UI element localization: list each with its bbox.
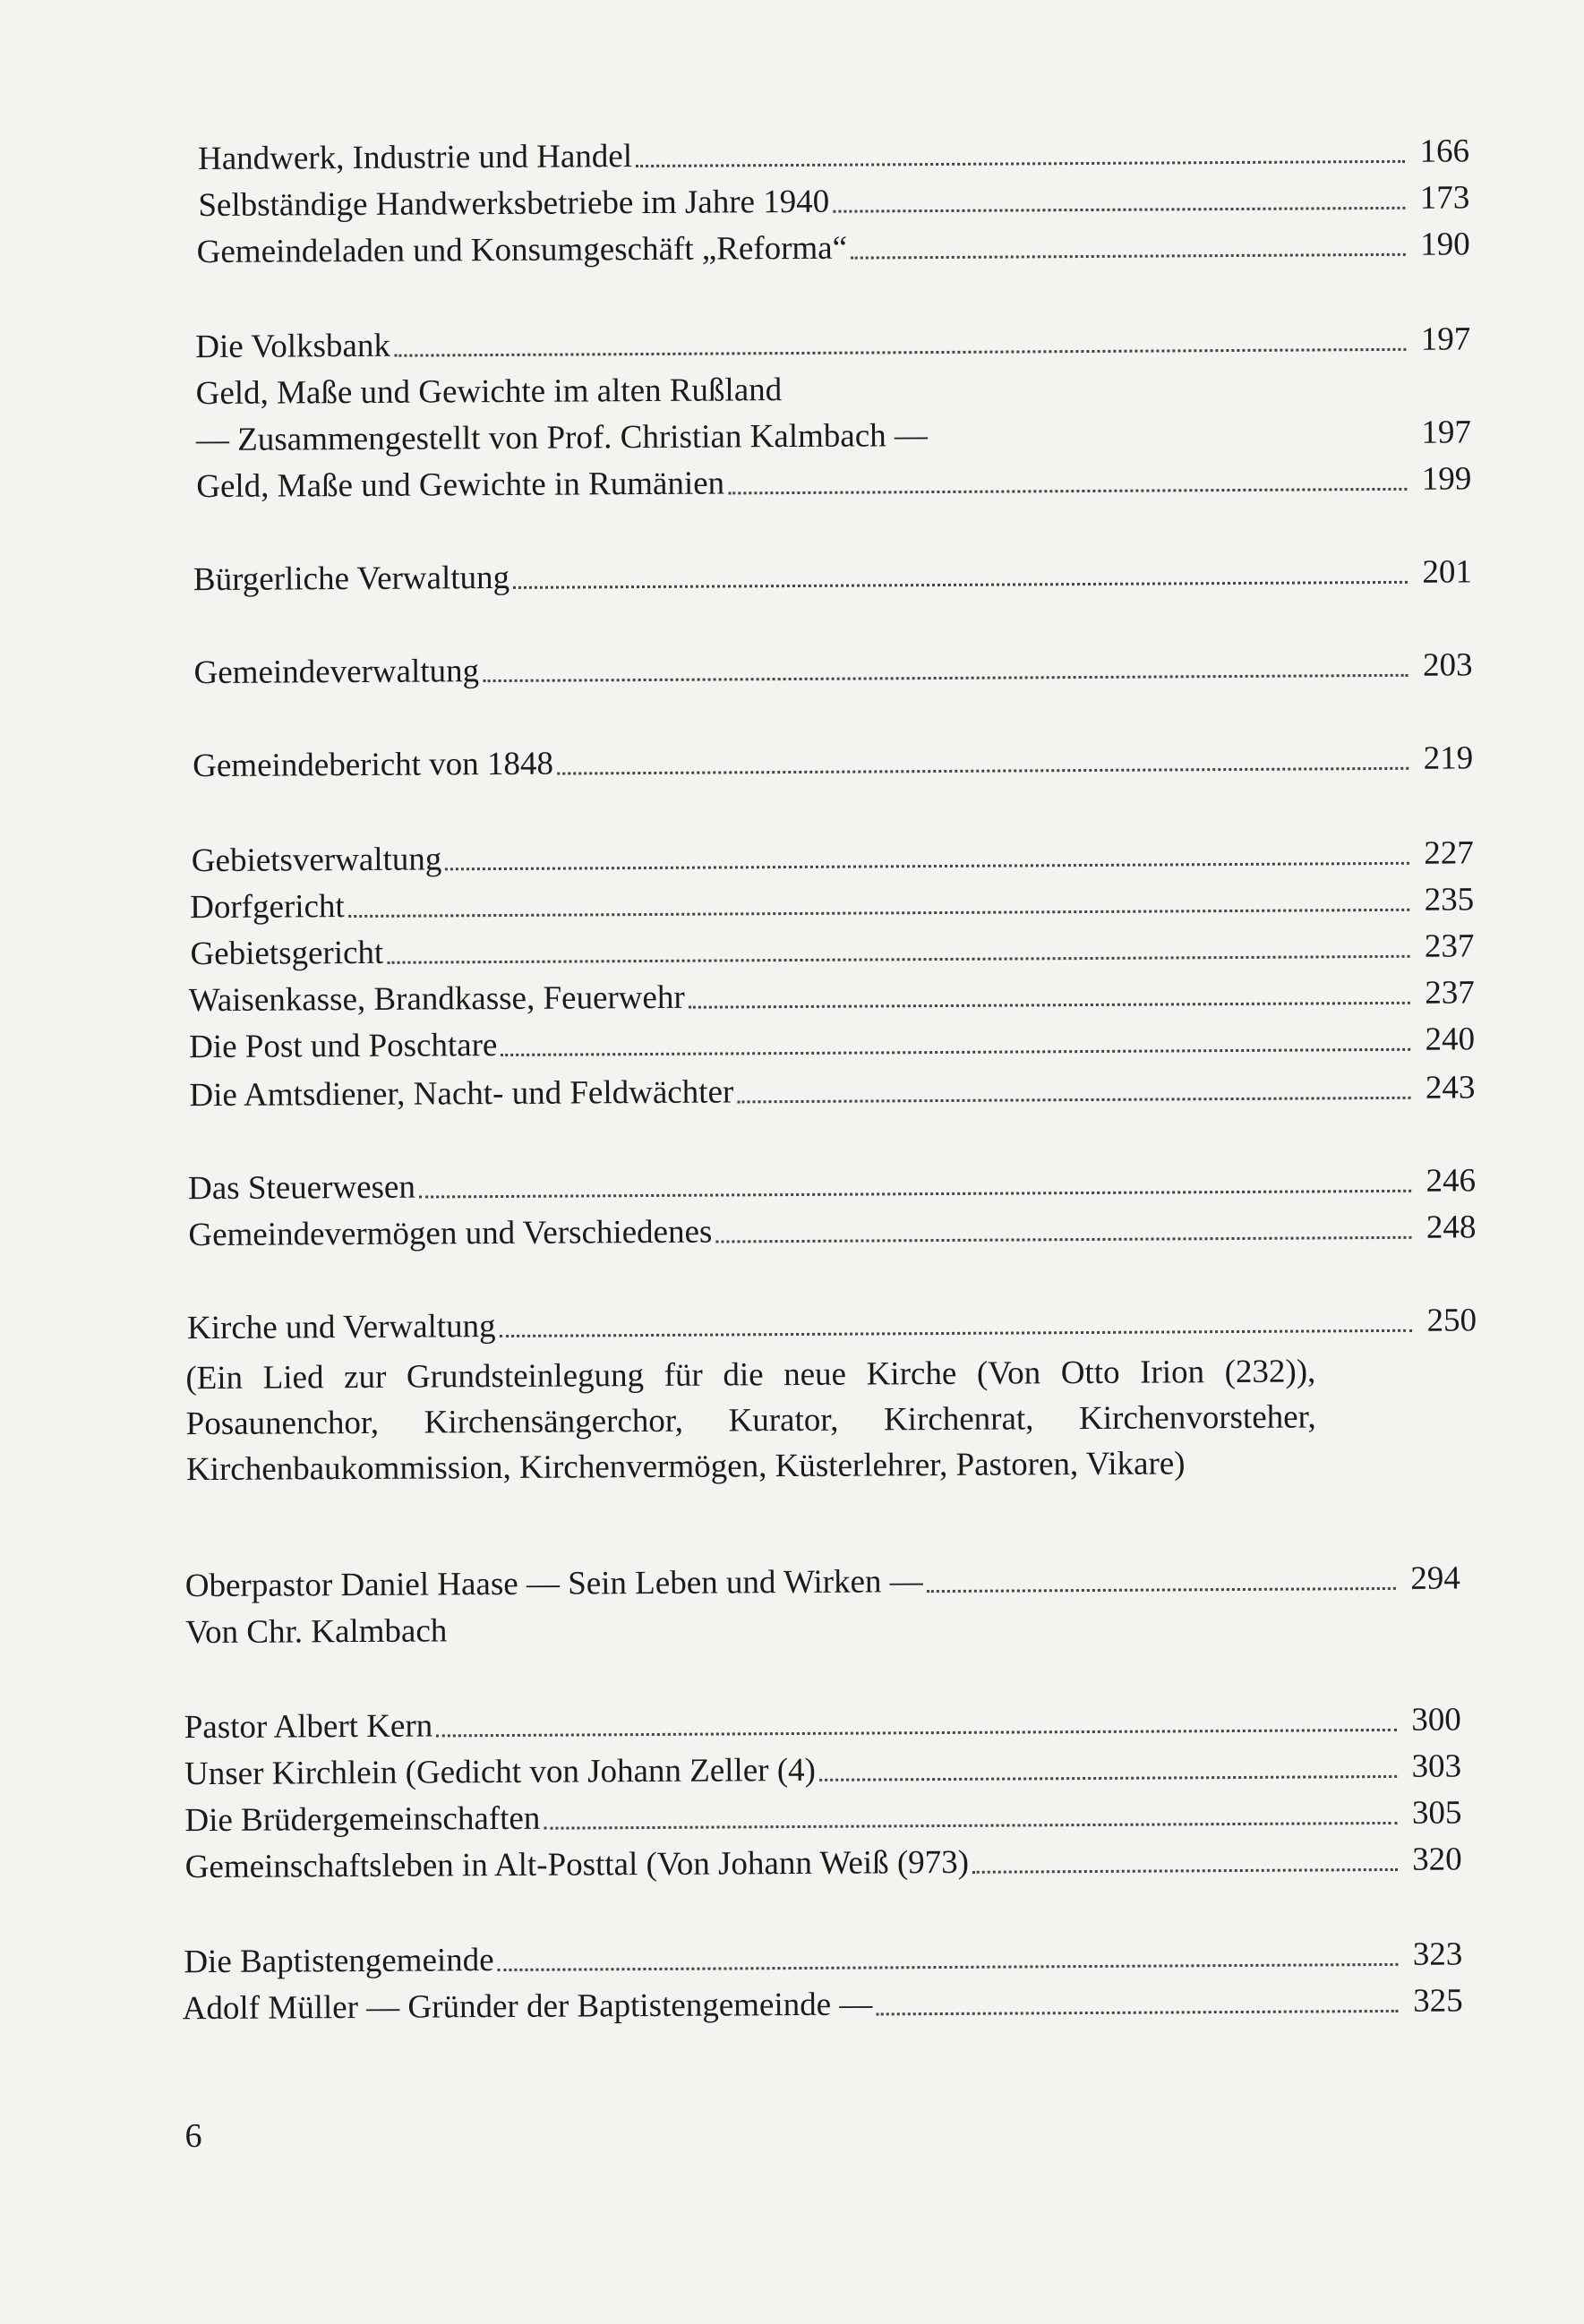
toc-entry-page: 219 (1423, 739, 1474, 777)
toc-entry-page: 227 (1424, 834, 1474, 872)
toc-entry-page: 190 (1420, 226, 1470, 263)
toc-leader-dots (689, 1002, 1410, 1009)
toc-entry (193, 546, 1472, 601)
toc-entry-title: Bürgerliche Verwaltung (193, 559, 510, 599)
toc-leader-dots (498, 1963, 1399, 1971)
toc-leader-dots (513, 581, 1408, 589)
toc-entry-page: 166 (1419, 132, 1470, 170)
toc-entry-page: 305 (1411, 1794, 1462, 1832)
toc-leader-dots (851, 253, 1406, 260)
toc-leader-dots (737, 1097, 1410, 1104)
toc-entry (193, 732, 1473, 787)
toc-leader-dots (557, 767, 1408, 775)
toc-entry-title: Geld, Maße und Gewichte im alten Rußland (195, 372, 783, 413)
toc-entry-title: Unser Kirchlein (Gedicht von Johann Zeller (4) (184, 1751, 817, 1793)
toc-entry-title: Kirche und Verwaltung (186, 1308, 496, 1347)
toc-entry (196, 453, 1471, 508)
page-number: 6 (184, 2117, 202, 2156)
toc-entry (193, 639, 1472, 694)
toc-entry (185, 1552, 1460, 1607)
toc-entry-page: 203 (1422, 646, 1473, 684)
toc-leader-dots (715, 1236, 1411, 1243)
toc-entry-title: Gemeindeladen und Konsumgeschäft „Reforma“ (196, 229, 848, 271)
toc-entry-title: Von Chr. Kalmbach (185, 1612, 448, 1652)
toc-entry-page: 325 (1413, 1982, 1463, 2020)
toc-entry-page: 197 (1421, 414, 1472, 451)
toc-leader-dots (500, 1329, 1412, 1337)
toc-entry-page: 243 (1425, 1069, 1476, 1106)
toc-entry (188, 1201, 1476, 1256)
toc-leader-dots (387, 955, 1409, 964)
toc-entry-title: Dorfgericht (190, 888, 345, 927)
toc-entry-title: Handwerk, Industrie und Handel (197, 138, 633, 178)
toc-entry-title: Geld, Maße und Gewichte in Rumänien (196, 465, 725, 506)
toc-entry (189, 1062, 1475, 1116)
toc-leader-dots (348, 909, 1409, 918)
toc-entry-title: Adolf Müller — Gründer der Baptistengemeinde — (182, 1986, 873, 2028)
toc-entry (187, 1294, 1477, 1349)
toc-entry (184, 1740, 1461, 1795)
toc-entry-page: 323 (1412, 1935, 1463, 1973)
toc-leader-dots (636, 160, 1405, 167)
toc-entry-title: Gemeinschaftsleben in Alt-Posttal (Von Johann Weiß (973) (184, 1843, 970, 1886)
toc-entry (195, 313, 1470, 368)
toc-leader-dots (544, 1822, 1397, 1830)
toc-entry (189, 967, 1475, 1021)
toc-entry (185, 1833, 1462, 1888)
toc-leader-dots (419, 1190, 1411, 1199)
toc-entry-title: Gemeindebericht von 1848 (193, 745, 554, 785)
toc-entry (183, 1975, 1463, 2029)
toc-leader-dots (833, 207, 1405, 213)
toc-entry-page: 197 (1420, 320, 1471, 358)
toc-entry (185, 1599, 1460, 1653)
toc-entry (198, 172, 1469, 226)
toc-entry-title: Die Amtsdiener, Nacht- und Feldwächter (189, 1073, 734, 1115)
toc-entry-page: 320 (1412, 1841, 1462, 1878)
toc-entry-page: 199 (1421, 460, 1472, 498)
toc-entry-title: Gemeindevermögen und Verschiedenes (188, 1213, 713, 1254)
toc-entry (190, 920, 1474, 975)
toc-leader-dots (819, 1775, 1397, 1781)
toc-entry (192, 827, 1474, 882)
toc-entry (195, 360, 1470, 414)
toc-entry-page: 248 (1426, 1209, 1477, 1246)
toc-entry-title: Die Baptistengemeinde (184, 1942, 494, 1981)
toc-leader-dots (436, 1729, 1397, 1738)
toc-leader-dots (394, 348, 1406, 357)
toc-entry-title: Oberpastor Daniel Haase — Sein Leben und Wirken — (184, 1563, 923, 1605)
toc-entry-title: Pastor Albert Kern (184, 1707, 433, 1747)
toc-entry (190, 874, 1474, 928)
toc-entry (184, 1928, 1462, 1983)
toc-entry-page: 201 (1422, 553, 1473, 591)
toc-entry-page: 303 (1411, 1747, 1462, 1785)
toc-entry-page: 237 (1425, 974, 1475, 1012)
toc-entry (198, 125, 1469, 180)
toc-entry-title: Gebietsverwaltung (191, 841, 442, 880)
toc-entry-title: — Zusammengestellt von Prof. Christian Kalmbach — (195, 417, 929, 459)
toc-entry-title: Gebietsgericht (190, 934, 384, 973)
toc-entry-page: 294 (1410, 1559, 1460, 1597)
church-subtopics-note: (Ein Lied zur Grundsteinlegung für die neue Kirche (Von Otto Irion (232)), Posaunenchor, Kirchensängerchor, Kurator, Kirchenrat, Kirchenvorsteher, Kirchenbaukommission, Kirchenvermögen, Küsterlehrer, Pastoren, Vikare) (185, 1353, 1316, 1489)
toc-leader-dots (501, 1048, 1410, 1056)
toc-entry-page: 173 (1419, 179, 1470, 217)
toc-entry-title: Das Steuerwesen (187, 1168, 415, 1208)
toc-leader-dots (483, 674, 1408, 682)
toc-entry-page: 235 (1424, 881, 1475, 918)
toc-leader-dots (876, 2010, 1398, 2016)
toc-entry-page: 237 (1424, 927, 1475, 965)
toc-entry-page: 246 (1426, 1162, 1477, 1200)
toc-entry-page: 240 (1425, 1021, 1476, 1058)
toc-entry-title: Die Volksbank (195, 327, 391, 366)
toc-entry (197, 218, 1470, 273)
toc-leader-dots (445, 862, 1409, 871)
toc-entry-title: Die Brüdergemeinschaften (184, 1799, 541, 1840)
toc-entry (189, 1013, 1475, 1068)
toc-entry (188, 1155, 1476, 1209)
toc-leader-dots (927, 1587, 1396, 1593)
toc-entry (184, 1787, 1461, 1841)
toc-entry-page: 250 (1426, 1302, 1477, 1339)
toc-entry (184, 1694, 1461, 1748)
toc-entry-title: Die Post und Poschtare (189, 1027, 498, 1066)
toc-entry (196, 406, 1471, 461)
toc-entry-page: 300 (1411, 1701, 1461, 1739)
toc-leader-dots (972, 1868, 1398, 1874)
toc-entry-title: Selbständige Handwerksbetriebe im Jahre 1940 (198, 183, 830, 225)
toc-leader-dots (728, 488, 1407, 495)
toc-entry-title: Gemeindeverwaltung (193, 653, 480, 692)
toc-entry-title: Waisenkasse, Brandkasse, Feuerwehr (188, 978, 685, 1020)
